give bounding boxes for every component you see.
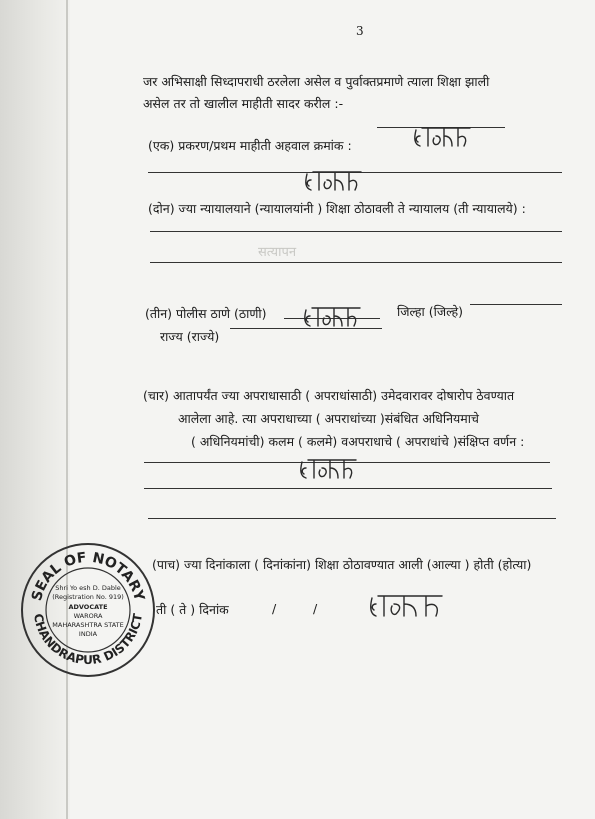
item-three-state-line <box>230 328 382 329</box>
handwritten-entry-1 <box>412 124 474 154</box>
handwritten-entry-2 <box>303 168 365 198</box>
item-three-district-label: जिल्हा (जिल्हे) <box>397 304 464 319</box>
handwritten-entry-4 <box>298 456 360 486</box>
item-four-fill-line-c <box>148 518 556 519</box>
notary-seal <box>18 540 158 680</box>
item-three-state-label: राज्य (राज्ये) <box>160 329 220 344</box>
item-three-label: (तीन) पोलीस ठाणे (ठाणी) <box>145 306 267 321</box>
page-fold-shadow <box>0 0 70 819</box>
intro-line-2: असेल तर तो खालील माहीती सादर करील :- <box>143 96 344 111</box>
handwritten-entry-5 <box>368 592 448 624</box>
seal-center-line: INDIA <box>78 630 98 638</box>
item-five-date-sep-1: / <box>272 601 277 616</box>
seal-center-line: (Registration No. 919) <box>52 593 124 601</box>
seal-top-text: SEAL OF NOTARY <box>28 549 148 603</box>
bleed-through-text: सत्यापन <box>258 245 297 260</box>
item-four-line-1: (चार) आतापर्यंत ज्या अपराधासाठी ( अपराधांसाठी) उमेदवारावर दोषारोप ठेवण्यात <box>143 388 515 403</box>
seal-bottom-text: CHANDRAPUR DISTRICT <box>31 612 145 668</box>
seal-center-line: ADVOCATE <box>68 603 108 611</box>
handwritten-entry-3 <box>302 304 364 334</box>
item-four-line-3: ( अधिनियमांची) कलम ( कलमे) वअपराधाचे ( अपराधांचे )संक्षिप्त वर्णन : <box>191 434 525 449</box>
page-fold-line <box>66 0 68 819</box>
seal-center-line: MAHARASHTRA STATE <box>52 621 124 629</box>
item-one-label: (एक) प्रकरण/प्रथम माहीती अहवाल क्रमांक : <box>148 138 352 153</box>
item-five-date-sep-2: / <box>313 601 318 616</box>
item-five-date-label: ती ( ते ) दिनांक <box>156 602 229 617</box>
item-four-fill-line-b <box>144 488 552 489</box>
seal-center-line: Shri Yo esh D. Dable <box>55 584 121 592</box>
item-five-label: (पाच) ज्या दिनांकाला ( दिनांकांना) शिक्षा ठोठावण्यात आली (आल्या ) होती (होत्या) <box>152 557 532 572</box>
item-three-district-line <box>470 304 562 305</box>
seal-center-line: WARORA <box>73 612 103 620</box>
item-two-label: (दोन) ज्या न्यायालयाने (न्यायालयांनी ) शिक्षा ठोठावली ते न्यायालय (ती न्यायालये) : <box>148 201 526 216</box>
item-four-line-2: आलेला आहे. त्या अपराधाच्या ( अपराधांच्या )संबंधित अधिनियमाचे <box>178 411 479 426</box>
page-number: 3 <box>356 24 364 38</box>
item-two-fill-line-a <box>150 231 562 232</box>
intro-line-1: जर अभिसाक्षी सिध्दापराधी ठरलेला असेल व पुर्वाक्तप्रमाणे त्याला शिक्षा झाली <box>143 74 490 89</box>
item-two-fill-line-b <box>150 262 562 263</box>
